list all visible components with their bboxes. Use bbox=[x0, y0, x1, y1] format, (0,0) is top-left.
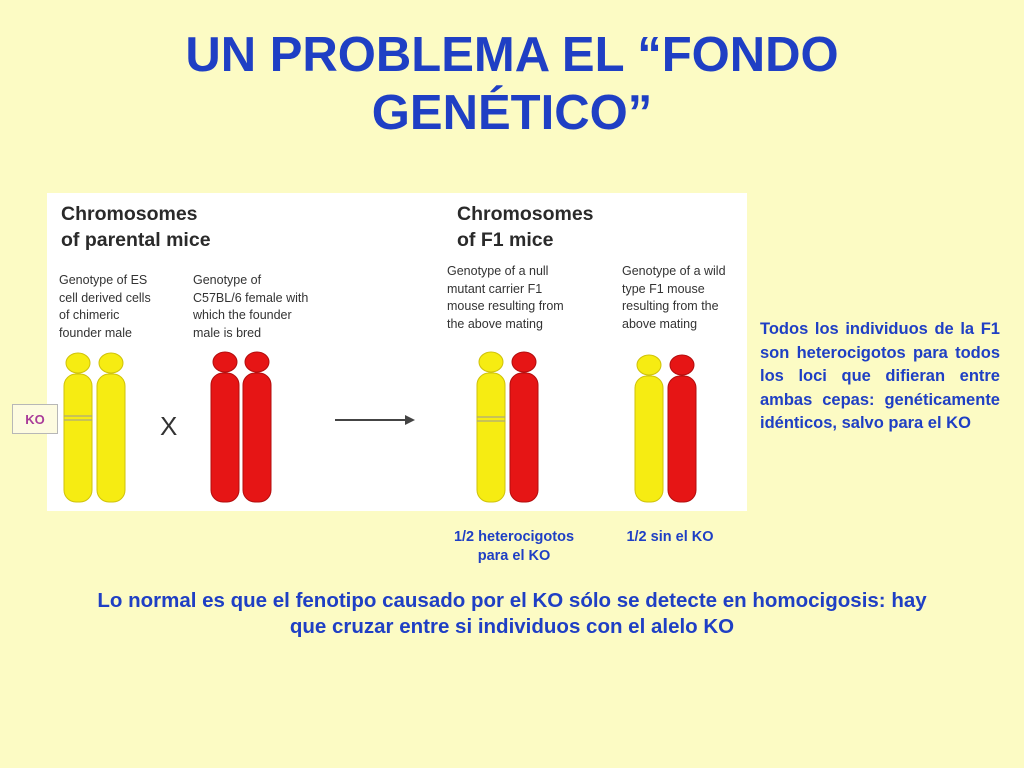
slide-title-line-1: UN PROBLEMA EL “FONDO bbox=[185, 28, 839, 82]
es-genotype-line: founder male bbox=[59, 325, 132, 340]
c57-genotype-line: Genotype of bbox=[193, 273, 262, 287]
mating-arrow bbox=[335, 415, 415, 425]
es-chromosome-left bbox=[64, 353, 92, 502]
conclusion-line-2: que cruzar entre si individuos con el alelo KO bbox=[289, 615, 735, 638]
conclusion-text bbox=[30, 588, 994, 640]
null-genotype-label bbox=[447, 263, 564, 333]
cross-symbol: X bbox=[160, 411, 178, 441]
f1-heading-line-2: of F1 mice bbox=[457, 229, 554, 251]
heterozygous-caption-line-2: para el KO bbox=[477, 548, 551, 564]
f1-null-chromosome-pair bbox=[477, 352, 538, 502]
c57-genotype-line: C57BL/6 female with bbox=[193, 290, 309, 305]
wild-genotype-label bbox=[622, 263, 726, 333]
ko-label: KO bbox=[12, 404, 58, 434]
heterozygous-caption bbox=[436, 528, 592, 566]
conclusion-line-1: Lo normal es que el fenotipo causado por el KO sólo se detecte en homocigosis: hay bbox=[97, 589, 927, 612]
f1-explanation-text: Todos los individuos de la F1 son heterocigotos para todos los loci que difieran entre ambas cepas: genéticamente idénticos, salvo para el KO bbox=[760, 320, 1000, 432]
heterozygous-caption-line-1: 1/2 heterocigotos bbox=[453, 529, 575, 545]
wild-genotype-line: type F1 mouse bbox=[622, 281, 705, 296]
c57-genotype-line: male is bred bbox=[193, 325, 262, 340]
chromosome-figure bbox=[47, 193, 747, 511]
wild-genotype-line: resulting from the bbox=[622, 299, 719, 313]
f1-heading bbox=[457, 201, 594, 253]
es-genotype-line: cell derived cells bbox=[59, 290, 151, 305]
f1-heading-line-1: Chromosomes bbox=[457, 203, 594, 225]
parental-heading-line-2: of parental mice bbox=[61, 229, 211, 251]
parental-heading-line-1: Chromosomes bbox=[61, 203, 198, 225]
es-genotype-label bbox=[59, 272, 151, 342]
wild-genotype-line: Genotype of a wild bbox=[622, 264, 726, 278]
c57-genotype-line: which the founder bbox=[193, 308, 292, 322]
without-ko-caption: 1/2 sin el KO bbox=[626, 529, 714, 545]
c57-chromosome-pair bbox=[211, 352, 271, 502]
es-chromosome-pair bbox=[64, 353, 125, 502]
es-genotype-line: of chimeric bbox=[59, 308, 120, 322]
es-genotype-line: Genotype of ES bbox=[59, 273, 148, 287]
c57-genotype-label bbox=[193, 272, 308, 342]
parental-heading bbox=[61, 201, 211, 253]
es-chromosome-right bbox=[97, 353, 125, 502]
slide-title bbox=[0, 26, 1024, 142]
slide-title-line-2: GENÉTICO” bbox=[371, 86, 653, 140]
null-genotype-line: mouse resulting from bbox=[447, 299, 564, 313]
wild-genotype-line: above mating bbox=[622, 316, 698, 331]
null-genotype-line: the above mating bbox=[447, 316, 543, 331]
f1-wild-chromosome-pair bbox=[635, 355, 696, 502]
null-genotype-line: Genotype of a null bbox=[447, 264, 549, 278]
null-genotype-line: mutant carrier F1 bbox=[447, 281, 543, 296]
